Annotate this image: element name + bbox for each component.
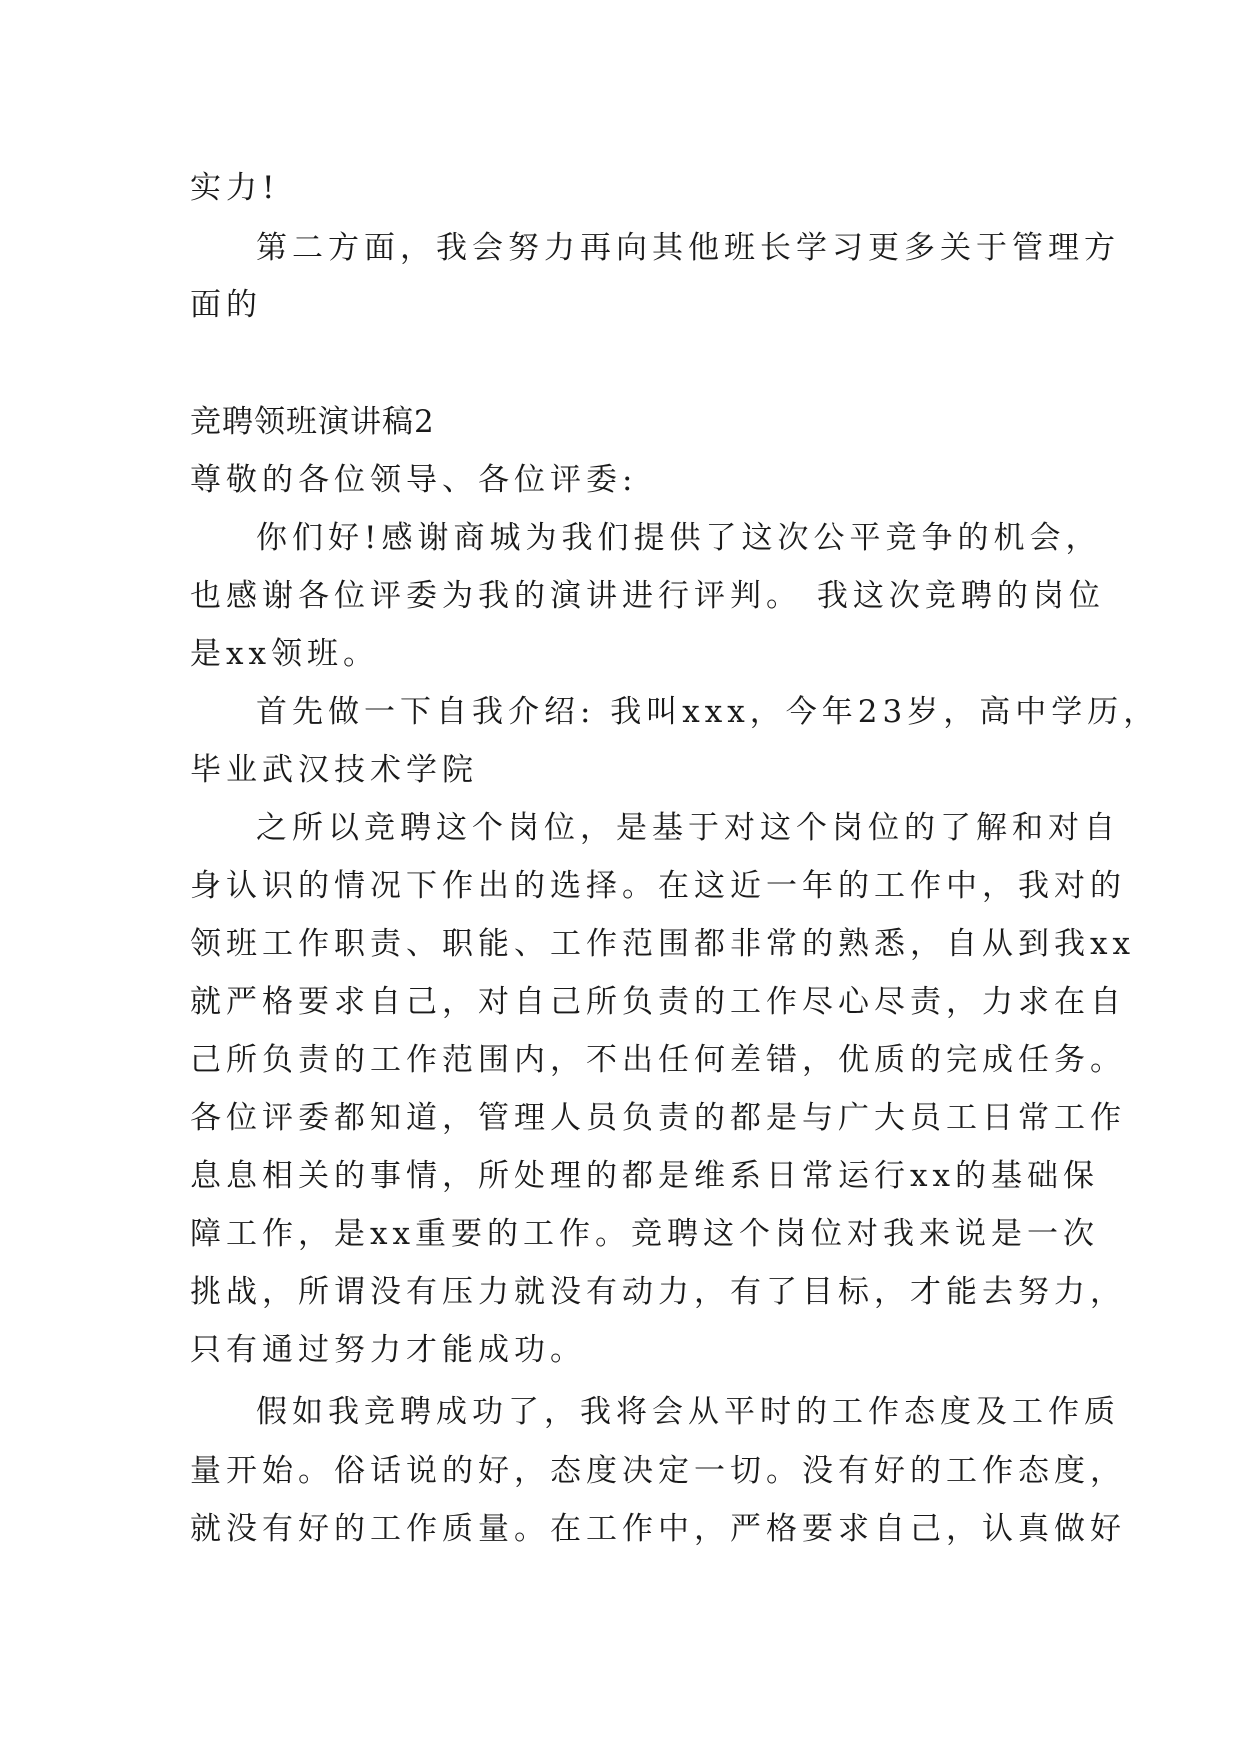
text-line: 各位评委都知道，管理人员负责的都是与广大员工日常工作 [190,1100,1126,1136]
text-line: 只有通过努力才能成功。 [190,1332,586,1368]
text-line: 首先做一下自我介绍: 我叫xxx，今年23岁，高中学历， [256,694,1160,730]
text-line: 也感谢各位评委为我的演讲进行评判。 我这次竞聘的岗位 [190,578,1105,614]
text-line: 是xx领班。 [190,636,379,672]
text-line: 领班工作职责、职能、工作范围都非常的熟悉，自从到我xx [190,926,1135,962]
text-line: 假如我竞聘成功了，我将会从平时的工作态度及工作质 [256,1394,1120,1430]
text-line: 息息相关的事情，所处理的都是维系日常运行xx的基础保 [190,1158,1099,1194]
section-title: 竞聘领班演讲稿2 [190,404,435,440]
text-line: 你们好!感谢商城为我们提供了这次公平竞争的机会， [256,520,1102,556]
text-line: 之所以竞聘这个岗位，是基于对这个岗位的了解和对自 [256,810,1120,846]
text-line: 身认识的情况下作出的选择。在这近一年的工作中，我对的 [190,868,1126,904]
text-line: 障工作，是xx重要的工作。竞聘这个岗位对我来说是一次 [190,1216,1099,1252]
text-line: 面的 [190,287,262,323]
text-line: 量开始。俗话说的好，态度决定一切。没有好的工作态度， [190,1453,1126,1489]
text-line: 就严格要求自己，对自己所负责的工作尽心尽责，力求在自 [190,984,1126,1020]
salutation: 尊敬的各位领导、各位评委: [190,462,638,498]
text-line: 第二方面，我会努力再向其他班长学习更多关于管理方 [256,230,1120,266]
text-line: 就没有好的工作质量。在工作中，严格要求自己，认真做好 [190,1511,1126,1547]
text-line: 毕业武汉技术学院 [190,752,478,788]
text-line: 实力! [190,170,280,206]
text-line: 己所负责的工作范围内，不出任何差错，优质的完成任务。 [190,1042,1126,1078]
text-line: 挑战，所谓没有压力就没有动力，有了目标，才能去努力， [190,1274,1126,1310]
